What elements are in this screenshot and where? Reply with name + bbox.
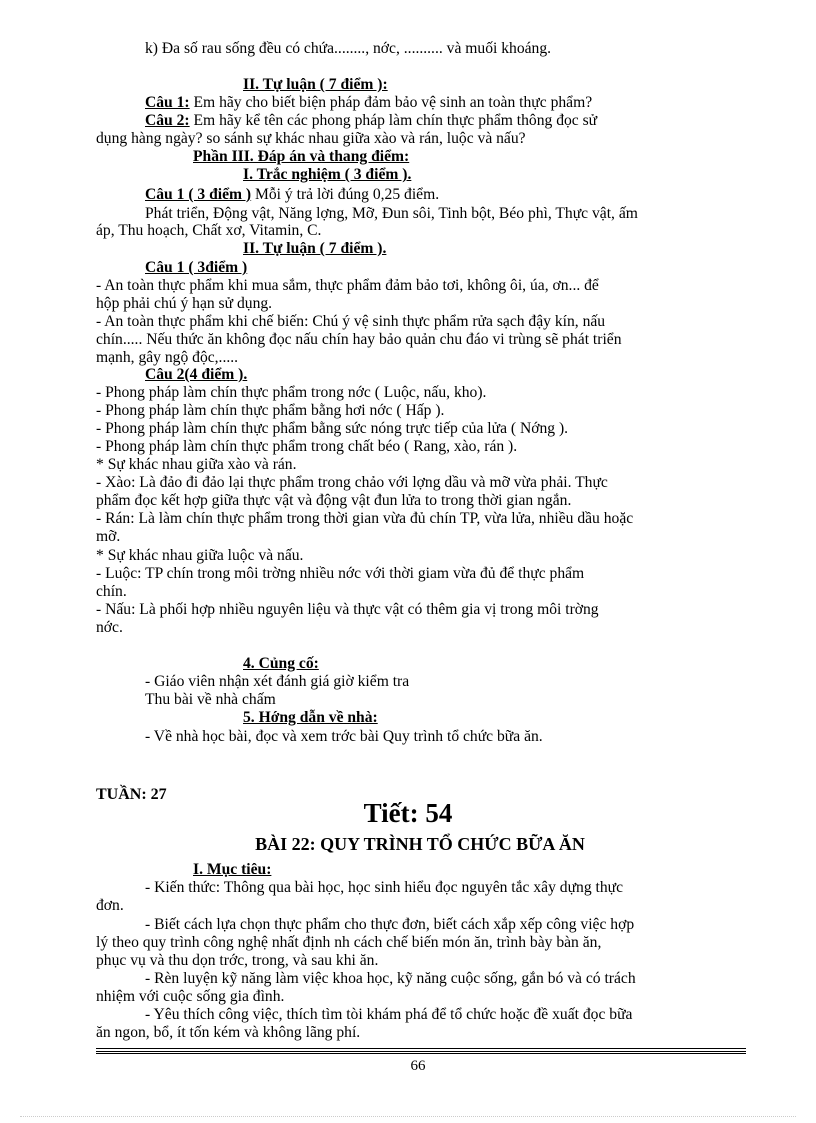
text-line: Phát triển, Động vật, Năng lợng, Mỡ, Đun sôi, Tinh bột, Béo phì, Thực vật, ấm (145, 205, 638, 222)
text-line: phẩm đọc kết hợp giữa thực vật và động vật đun lửa to trong thời gian ngắn. (96, 492, 572, 509)
footer-rule (96, 1048, 746, 1049)
text-line: nhiệm với cuộc sống gia đình. (96, 988, 285, 1005)
question-line (145, 112, 597, 130)
text-line: - Kiến thức: Thông qua bài học, học sinh hiểu đọc nguyên tắc xây dựng thực (145, 879, 624, 896)
section-heading: Phần III. Đáp án và thang điểm: (193, 148, 410, 165)
text-line: - Rèn luyện kỹ năng làm việc khoa học, kỹ năng cuộc sống, gắn bó và có trách (145, 970, 636, 987)
text-line: áp, Thu hoạch, Chất xơ, Vitamin, C. (96, 222, 322, 239)
section-heading: 4. Củng cố: (243, 655, 319, 672)
question-text: Em hãy cho biết biện pháp đảm bảo vệ sinh an toàn thực phẩm? (189, 94, 593, 111)
question-line (145, 94, 592, 112)
text-line: phục vụ và thu dọn trớc, trong, và sau khi ăn. (96, 952, 379, 969)
text-line: - Luộc: TP chín trong môi trờng nhiều nớc với thời giam vừa đủ để thực phẩm (96, 565, 585, 582)
text-line: - Xào: Là đảo đi đảo lại thực phẩm trong chảo với lợng dầu và mỡ vừa phải. Thực (96, 474, 608, 491)
footer-rule (96, 1053, 746, 1054)
text-line: - Yêu thích công việc, thích tìm tòi khám phá để tổ chức hoặc đề xuất đọc bữa (145, 1006, 633, 1023)
lesson-number-title: Tiết: 54 (363, 798, 453, 828)
text-line: - Về nhà học bài, đọc và xem trớc bài Quy trình tổ chức bữa ăn. (145, 728, 543, 745)
section-heading: 5. Hớng dẫn về nhà: (243, 709, 378, 726)
text-line: - Biết cách lựa chọn thực phẩm cho thực đơn, biết cách xắp xếp công việc hợp (145, 916, 635, 933)
page-edge-divider (20, 1116, 796, 1117)
section-heading: II. Tự luận ( 7 điểm ). (243, 240, 387, 257)
text-line: * Sự khác nhau giữa xào và rán. (96, 456, 297, 473)
text-line: chín..... Nếu thức ăn không đọc nấu chín hay bảo quản chu đáo vi trùng sẽ phát triển (96, 331, 622, 348)
text-line: - Phong pháp làm chín thực phẩm trong chất béo ( Rang, xào, rán ). (96, 438, 518, 455)
text-line: - Nấu: Là phối hợp nhiều nguyên liệu và thực vật có thêm gia vị trong môi trờng (96, 601, 599, 618)
text-line: - Phong pháp làm chín thực phẩm bằng sức nóng trực tiếp của lửa ( Nớng ). (96, 420, 569, 437)
question-label: Câu 2: (145, 112, 190, 129)
text-line: mạnh, gây ngộ độc,..... (96, 349, 239, 366)
section-heading: I. Trắc nghiệm ( 3 điểm ). (243, 166, 412, 183)
section-heading: II. Tự luận ( 7 điểm ): (243, 76, 388, 93)
text-line: - An toàn thực phẩm khi chế biến: Chú ý vệ sinh thực phẩm rửa sạch đậy kín, nấu (96, 313, 606, 330)
answer-line (145, 186, 439, 204)
subsection-heading: Câu 2(4 điểm ). (145, 366, 248, 383)
text-line: nớc. (96, 619, 123, 636)
text-line: * Sự khác nhau giữa luộc và nấu. (96, 547, 304, 564)
text-line: đơn. (96, 897, 124, 914)
page-number: 66 (410, 1058, 426, 1074)
answer-label: Câu 1 ( 3 điểm ) (145, 186, 252, 203)
text-line: hộp phải chú ý hạn sử dụng. (96, 295, 273, 312)
text-line: chín. (96, 583, 127, 600)
text-line: - Phong pháp làm chín thực phẩm trong nớc ( Luộc, nấu, kho). (96, 384, 487, 401)
text-line: - An toàn thực phẩm khi mua sắm, thực phẩm đảm bảo tơi, không ôi, úa, ơn... để (96, 277, 599, 294)
footer-rule (96, 1051, 746, 1052)
text-line: lý theo quy trình công nghệ nhất định nh cách chế biến món ăn, trình bày bàn ăn, (96, 934, 602, 951)
text-line: - Rán: Là làm chín thực phẩm trong thời gian vừa đủ chín TP, vừa lửa, nhiều dầu hoặc (96, 510, 634, 527)
text-line: - Giáo viên nhận xét đánh giá giờ kiểm tra (145, 673, 410, 690)
text-line: Thu bài về nhà chấm (145, 691, 276, 708)
question-label: Câu 1: (145, 94, 190, 111)
week-label: TUẦN: 27 (96, 786, 167, 803)
text-line: k) Đa số rau sống đều có chứa........, nớc, .......... và muối khoáng. (145, 40, 552, 57)
text-line: ăn ngon, bổ, ít tốn kém và không lãng phí. (96, 1024, 361, 1041)
text-line: dụng hàng ngày? so sánh sự khác nhau giữa xào và rán, luộc và nấu? (96, 130, 526, 147)
answer-text: Mỗi ý trả lời đúng 0,25 điểm. (251, 186, 440, 203)
text-line: - Phong pháp làm chín thực phẩm bằng hơi nớc ( Hấp ). (96, 402, 445, 419)
section-heading: I. Mục tiêu: (193, 861, 272, 878)
lesson-title: BÀI 22: QUY TRÌNH TỔ CHỨC BỮA ĂN (255, 834, 585, 854)
question-text: Em hãy kể tên các phong pháp làm chín thực phẩm thông đọc sử (189, 112, 598, 129)
text-line: mỡ. (96, 528, 121, 545)
subsection-heading: Câu 1 ( 3điểm ) (145, 259, 248, 276)
